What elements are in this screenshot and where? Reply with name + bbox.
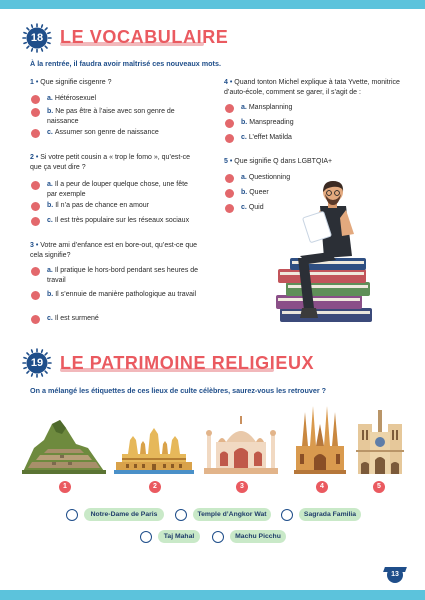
answer-bullet-icon[interactable] <box>31 108 40 117</box>
option-1b[interactable]: b. Ne pas être à l’aise avec son genre de naissance <box>47 107 177 127</box>
answer-circle[interactable] <box>140 531 152 543</box>
option-4a[interactable]: a. Mansplanning <box>241 103 391 113</box>
monument-number-1: 1 <box>59 481 71 493</box>
section-intro: À la rentrée, il faudra avoir maîtrisé ces nouveaux mots. <box>30 59 221 68</box>
option-2a[interactable]: a. Il a peur de louper quelque chose, une fête par exemple <box>47 180 197 200</box>
taj-mahal-illustration <box>204 414 278 474</box>
question-2 <box>30 153 200 173</box>
option-2b[interactable]: b. Il n’a pas de chance en amour <box>47 201 207 211</box>
option-4b[interactable]: b. Manspreading <box>241 118 391 128</box>
answer-bullet-icon[interactable] <box>225 134 234 143</box>
answer-bullet-icon[interactable] <box>31 129 40 138</box>
question-number: 3 • <box>30 242 39 249</box>
question-5 <box>224 157 404 167</box>
question-1 <box>30 78 205 88</box>
bottom-color-band <box>0 590 425 600</box>
monument-number-3: 3 <box>236 481 248 493</box>
option-3a[interactable]: a. Il pratique le hors-bord pendant ses heures de travail <box>47 266 205 286</box>
answer-bullet-icon[interactable] <box>31 291 40 300</box>
question-number: 5 • <box>224 158 233 165</box>
question-text: Si votre petit cousin a « trop le fomo », qu’est-ce que ça veut dire ? <box>30 154 191 172</box>
section-intro: On a mélangé les étiquettes de ces lieux de culte célèbres, saurez-vous les retrouver ? <box>30 386 327 395</box>
answer-circle[interactable] <box>66 509 78 521</box>
option-5c[interactable]: c. Quid <box>241 203 361 213</box>
section-number: 18 <box>30 32 44 44</box>
notre-dame-illustration <box>356 410 404 474</box>
answer-bullet-icon[interactable] <box>31 315 40 324</box>
page-number: 13 <box>387 567 403 583</box>
answer-circle[interactable] <box>281 509 293 521</box>
answer-circle[interactable] <box>212 531 224 543</box>
option-5b[interactable]: b. Queer <box>241 188 361 198</box>
question-number: 2 • <box>30 154 39 161</box>
answer-bullet-icon[interactable] <box>31 217 40 226</box>
answer-circle[interactable] <box>175 509 187 521</box>
question-number: 1 • <box>30 79 39 86</box>
option-1a[interactable]: a. Hétérosexuel <box>47 94 207 104</box>
answer-bullet-icon[interactable] <box>31 267 40 276</box>
question-text: Que signifie Q dans LGBTQIA+ <box>234 158 333 165</box>
answer-bullet-icon[interactable] <box>225 204 234 213</box>
reading-man-illustration <box>272 178 382 328</box>
label-machu-picchu: Machu Picchu <box>230 530 286 543</box>
label-sagrada-familia: Sagrada Familia <box>299 508 361 521</box>
sagrada-familia-illustration <box>294 406 346 474</box>
question-number: 4 • <box>224 79 233 86</box>
answer-bullet-icon[interactable] <box>225 104 234 113</box>
answer-bullet-icon[interactable] <box>31 95 40 104</box>
answer-bullet-icon[interactable] <box>225 189 234 198</box>
question-text: Quand tonton Michel explique à tata Yvette, monitrice d’auto-école, comment se garer, il s’agit de : <box>224 79 400 97</box>
section-number: 19 <box>30 357 44 369</box>
section-title: LE VOCABULAIRE <box>60 27 229 47</box>
question-4 <box>224 78 404 98</box>
option-1c[interactable]: c. Assumer son genre de naissance <box>47 128 207 138</box>
question-3 <box>30 241 202 261</box>
option-2c[interactable]: c. Il est très populaire sur les réseaux sociaux <box>47 216 217 226</box>
question-text: Votre ami d’enfance est en bore-out, qu’est-ce que cela signifie? <box>30 242 198 260</box>
answer-bullet-icon[interactable] <box>31 181 40 190</box>
section-title: LE PATRIMOINE RELIGIEUX <box>60 353 315 373</box>
monument-number-4: 4 <box>316 481 328 493</box>
label-notre-dame: Notre-Dame de Paris <box>84 508 164 521</box>
option-3b[interactable]: b. Il s’ennuie de manière pathologique au travail <box>47 290 197 300</box>
top-color-band <box>0 0 425 9</box>
option-5a[interactable]: a. Questionning <box>241 173 361 183</box>
answer-bullet-icon[interactable] <box>225 119 234 128</box>
section-19-badge <box>22 348 52 378</box>
monument-number-2: 2 <box>149 481 161 493</box>
machu-picchu-illustration <box>22 418 106 474</box>
option-3c[interactable]: c. Il est surmené <box>47 314 197 324</box>
monument-number-5: 5 <box>373 481 385 493</box>
section-18-badge <box>22 23 52 53</box>
answer-bullet-icon[interactable] <box>31 202 40 211</box>
answer-bullet-icon[interactable] <box>225 174 234 183</box>
question-text: Que signifie cisgenre ? <box>40 79 112 86</box>
label-angkor-wat: Temple d’Angkor Wat <box>193 508 271 521</box>
label-taj-mahal: Taj Mahal <box>158 530 200 543</box>
option-4c[interactable]: c. L’effet Matilda <box>241 133 391 143</box>
angkor-wat-illustration <box>114 428 194 474</box>
